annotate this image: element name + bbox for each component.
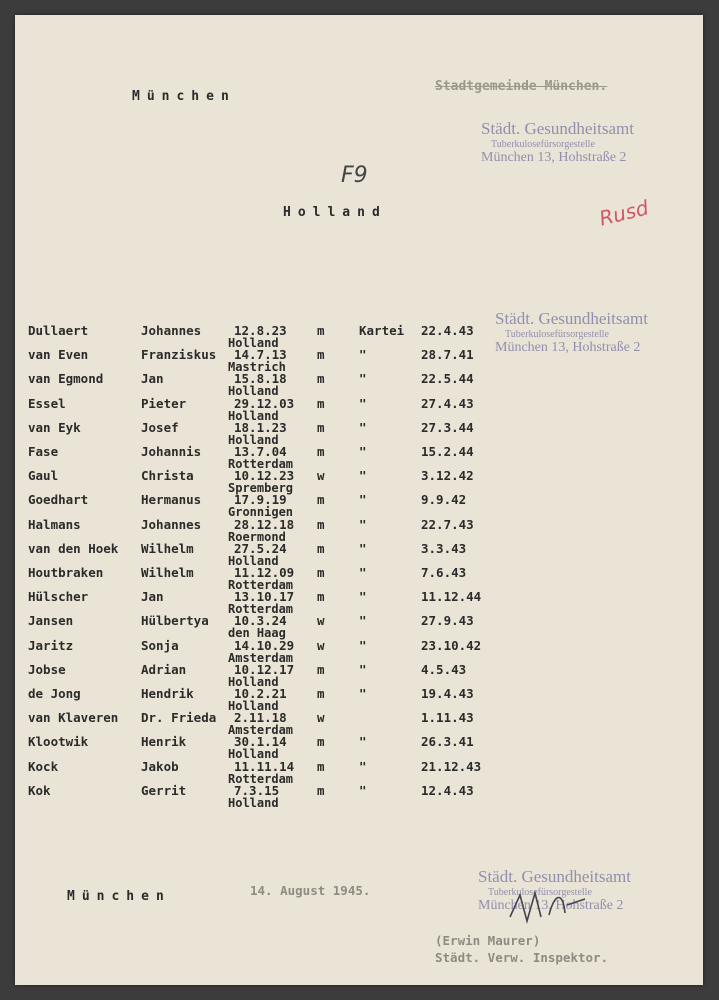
table-row [15,420,703,438]
row-first-name: Jan [141,371,164,387]
row-registered-date: 23.10.42 [421,637,482,653]
row-first-name: Wilhelm [141,565,194,580]
row-birth-date: 15.8.18 [234,371,287,387]
row-sex: m [317,686,325,701]
red-handwritten-mark: Rusd [596,195,651,231]
row-sex: m [317,492,325,508]
table-row [15,662,703,680]
table-row [15,613,703,631]
table-row [15,686,703,704]
row-birth-date: 18.1.23 [234,419,287,435]
row-birthplace: Holland [228,747,279,762]
table-row [15,371,703,389]
row-birth-date: 14.7.13 [234,347,287,363]
row-registered-date: 28.7.41 [421,347,474,363]
row-first-name: Johannis [141,444,202,459]
row-birth-date: 13.10.17 [234,589,295,605]
row-sex: m [317,782,325,798]
row-first-name: Hermanus [141,492,202,508]
row-reference: " [359,468,367,484]
table-row [15,589,703,607]
row-last-name: van Eyk [28,419,81,435]
office-stamp-top [481,119,634,166]
row-reference: " [359,782,367,798]
row-birth-date: 27.5.24 [234,540,287,556]
row-registered-date: 22.7.43 [421,516,474,532]
row-birthplace: Holland [228,674,279,689]
stamp-line-3: München 13, Hohstraße 2 [481,150,627,166]
stamp-line-3: München 13, Hohstraße 2 [478,898,624,914]
row-last-name: van Klaveren [28,710,119,726]
row-reference: " [359,492,367,508]
row-birth-date: 17.9.19 [234,492,287,508]
header-city: München [132,89,236,104]
row-registered-date: 19.4.43 [421,686,474,701]
row-birth-date: 30.1.14 [234,734,287,750]
row-sex: m [317,565,325,580]
row-last-name: Goedhart [28,492,89,508]
row-last-name: Gaul [28,468,59,484]
row-registered-date: 3.3.43 [421,540,467,556]
document-page [15,15,703,985]
row-last-name: Essel [28,395,66,411]
row-last-name: Jobse [28,661,66,677]
table-row [15,734,703,752]
row-birthplace: Holland [228,408,279,423]
row-reference: " [359,516,367,532]
row-sex: m [317,589,325,605]
row-first-name: Jakob [141,758,179,774]
row-birthplace: Roermond [228,529,286,544]
row-sex: m [317,661,325,677]
row-birthplace: Holland [228,384,279,399]
table-row [15,517,703,535]
row-registered-date: 4.5.43 [421,661,467,677]
row-birth-date: 7.3.15 [234,782,280,798]
row-sex: m [317,347,325,363]
row-birthplace: Holland [228,795,279,810]
stamp-line-3: München 13, Hohstraße 2 [495,340,641,356]
row-birth-date: 14.10.29 [234,637,295,653]
row-last-name: van den Hoek [28,540,119,556]
row-reference: " [359,419,367,435]
row-birthplace: Gronnigen [228,505,294,520]
row-birthplace: Mastrich [228,360,286,375]
stamp-line-2: Tuberkulosefürsorgestelle [491,138,595,150]
signer-title: Städt. Verw. Inspektor. [435,950,609,965]
row-birth-date: 11.11.14 [234,758,295,774]
row-sex: m [317,419,325,435]
row-reference: " [359,686,367,701]
row-birthplace: Holland [228,336,279,350]
row-birthplace: Holland [228,699,279,713]
row-registered-date: 12.4.43 [421,782,474,798]
row-reference: " [359,565,367,580]
row-reference: " [359,444,367,459]
row-sex: m [317,395,325,411]
row-first-name: Hendrik [141,686,194,701]
row-birthplace: Spremberg [228,481,294,496]
row-last-name: van Even [28,347,89,363]
row-first-name: Wilhelm [141,540,194,556]
row-first-name: Adrian [141,661,187,677]
row-last-name: Klootwik [28,734,89,750]
table-row [15,396,703,414]
row-registered-date: 1.11.43 [421,710,474,726]
row-reference: " [359,758,367,774]
table-row [15,710,703,728]
row-sex: w [317,710,325,726]
row-last-name: Houtbraken [28,565,104,580]
row-first-name: Henrik [141,734,187,750]
row-last-name: Hülscher [28,589,89,605]
row-last-name: Jaritz [28,637,74,653]
table-row [15,492,703,510]
row-registered-date: 26.3.41 [421,734,474,750]
table-row [15,759,703,777]
row-registered-date: 3.12.42 [421,468,474,484]
row-birthplace: Rotterdam [228,602,294,617]
row-reference: " [359,371,367,387]
row-registered-date: 27.4.43 [421,395,474,411]
table-row [15,444,703,462]
table-row [15,323,703,341]
row-birth-date: 12.8.23 [234,323,287,338]
row-reference: " [359,637,367,653]
stamp-line-2: Tuberkulosefürsorgestelle [505,328,609,340]
row-last-name: Fase [28,444,59,459]
row-last-name: Dullaert [28,323,89,338]
row-last-name: Kok [28,782,51,798]
table-row [15,783,703,801]
table-row [15,638,703,656]
row-registered-date: 22.5.44 [421,371,474,387]
row-sex: m [317,734,325,750]
row-sex: m [317,540,325,556]
row-birth-date: 11.12.09 [234,565,295,580]
signature-scribble [505,887,595,927]
row-birthplace: Holland [228,553,279,568]
row-sex: w [317,637,325,653]
table-row [15,347,703,365]
row-reference: " [359,613,367,629]
row-first-name: Sonja [141,637,179,653]
row-registered-date: 21.12.43 [421,758,482,774]
row-reference: " [359,734,367,750]
row-birth-date: 28.12.18 [234,516,295,532]
row-registered-date: 7.6.43 [421,565,467,580]
row-last-name: Halmans [28,516,81,532]
row-sex: m [317,516,325,532]
row-registered-date: 11.12.44 [421,589,482,605]
row-sex: m [317,371,325,387]
header-country: Holland [283,205,387,220]
row-registered-date: 22.4.43 [421,323,474,338]
row-registered-date: 27.9.43 [421,613,474,629]
row-birthplace: Rotterdam [228,771,294,786]
table-row [15,468,703,486]
row-registered-date: 27.3.44 [421,419,474,435]
row-sex: m [317,444,325,459]
row-birthplace: Rotterdam [228,578,294,592]
row-sex: m [317,758,325,774]
row-reference: " [359,540,367,556]
row-birthplace: den Haag [228,626,286,641]
row-birth-date: 10.2.21 [234,686,287,701]
row-birthplace: Amsterdam [228,650,294,665]
table-row [15,565,703,583]
crossed-office-line: Stadtgemeinde München. [435,79,608,94]
row-sex: w [317,613,325,629]
row-last-name: Jansen [28,613,74,629]
row-sex: w [317,468,325,484]
row-birth-date: 29.12.03 [234,395,295,411]
row-birth-date: 2.11.18 [234,710,287,726]
row-first-name: Dr. Frieda [141,710,217,726]
table-row [15,541,703,559]
row-first-name: Gerrit [141,782,187,798]
row-first-name: Josef [141,419,179,435]
row-registered-date: 9.9.42 [421,492,467,508]
row-first-name: Jan [141,589,164,605]
row-first-name: Johannes [141,516,202,532]
row-last-name: de Jong [28,686,81,701]
stamp-line-1: Städt. Gesundheitsamt [478,867,631,886]
row-last-name: Kock [28,758,59,774]
row-first-name: Hülbertya [141,613,209,629]
footer-date: 14. August 1945. [250,883,371,898]
row-reference: " [359,589,367,605]
row-birthplace: Amsterdam [228,723,294,738]
row-first-name: Christa [141,468,194,484]
row-reference: " [359,395,367,411]
row-last-name: van Egmond [28,371,104,387]
row-sex: m [317,323,325,338]
row-first-name: Franziskus [141,347,217,363]
row-reference: " [359,347,367,363]
row-birth-date: 10.12.17 [234,661,295,677]
row-registered-date: 15.2.44 [421,444,474,459]
footer-city: München [67,889,171,904]
row-birthplace: Rotterdam [228,457,294,471]
row-birth-date: 10.3.24 [234,613,287,629]
row-birth-date: 13.7.04 [234,444,287,459]
stamp-line-1: Städt. Gesundheitsamt [495,309,648,328]
file-mark-handwritten: F9 [341,163,368,188]
stamp-line-1: Städt. Gesundheitsamt [481,119,634,138]
row-first-name: Johannes [141,323,202,338]
row-birthplace: Holland [228,432,279,447]
row-reference: " [359,661,367,677]
stamp-line-2: Tuberkulosefürsorgestelle [488,886,592,898]
row-birth-date: 10.12.23 [234,468,295,484]
row-reference: Kartei [359,323,405,338]
row-first-name: Pieter [141,395,187,411]
signer-name: (Erwin Maurer) [435,933,541,948]
